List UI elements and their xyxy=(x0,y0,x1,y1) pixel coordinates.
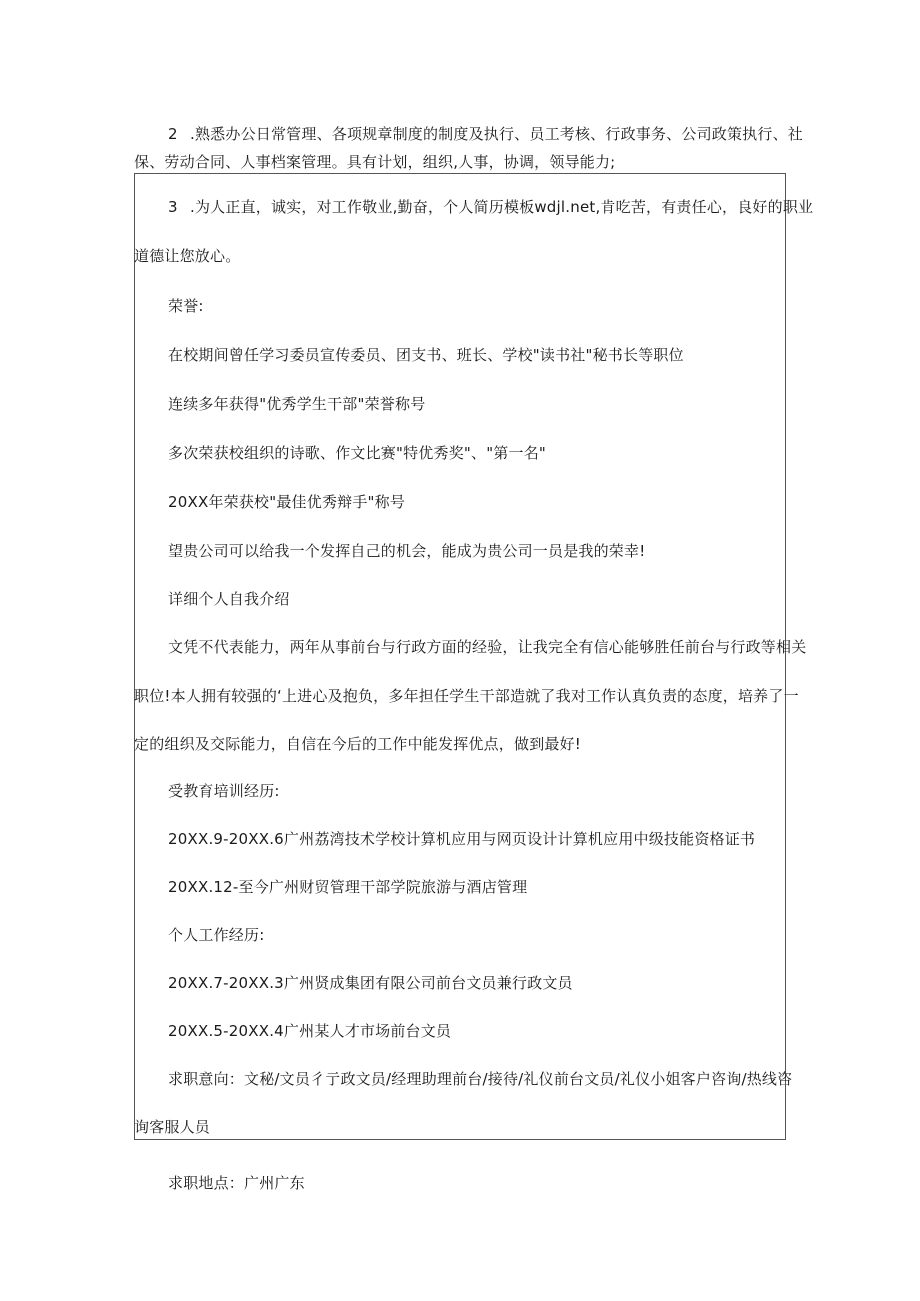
intro-line: 文凭不代表能力，两年从事前台与行政方面的经验，让我完全有信心能够胜任前台与行政等相关 xyxy=(168,638,807,656)
item-3-number: 3 xyxy=(168,198,178,216)
item-3-text-1: .为人正直，诚实，对工作敬业,勤奋，个人简历模板wdjl.net,肯吃苦，有责任心，良好的职业 xyxy=(190,198,814,216)
job-intent-line-2: 询客服人员 xyxy=(134,1118,211,1136)
education-item: 20XX.9-20XX.6广州荔湾技术学校计算机应用与网页设计计算机应用中级技能资格证书 xyxy=(168,830,756,848)
work-item: 20XX.7-20XX.3广州贤成集团有限公司前台文员兼行政文员 xyxy=(168,974,573,992)
intro-line: 定的组织及交际能力，自信在今后的工作中能发挥优点，做到最好! xyxy=(134,735,582,753)
item-2-number: 2 xyxy=(168,125,178,143)
honor-item: 20XX年荣获校"最佳优秀辩手"称号 xyxy=(168,493,406,511)
item-2-line-1 xyxy=(168,124,803,144)
honor-item: 多次荣获校组织的诗歌、作文比赛"特优秀奖"、"第一名" xyxy=(168,444,546,462)
work-item: 20XX.5-20XX.4广州某人才市场前台文员 xyxy=(168,1022,452,1040)
job-location: 求职地点：广州广东 xyxy=(168,1174,305,1192)
intro-line: 职位!本人拥有较强的‘上进心及抱负，多年担任学生干部造就了我对工作认真负责的态度，培养了一 xyxy=(134,687,799,705)
education-item: 20XX.12-至今广州财贸管理干部学院旅游与酒店管理 xyxy=(168,878,528,896)
work-heading: 个人工作经历: xyxy=(168,926,265,944)
honor-item: 连续多年获得"优秀学生干部"荣誉称号 xyxy=(168,395,426,413)
honor-item: 在校期间曾任学习委员宣传委员、团支书、班长、学校"读书社"秘书长等职位 xyxy=(168,346,684,364)
hope-text: 望贵公司可以给我一个发挥自己的机会，能成为贵公司一员是我的荣幸! xyxy=(168,542,646,560)
education-heading: 受教育培训经历: xyxy=(168,782,280,800)
intro-heading: 详细个人自我介绍 xyxy=(168,590,290,608)
item-3-line-1 xyxy=(168,197,813,217)
item-2-text-1: .熟悉办公日常管理、各项规章制度的制度及执行、员工考核、行政事务、公司政策执行、社 xyxy=(190,125,803,143)
item-3-line-2: 道德让您放心。 xyxy=(134,247,241,265)
item-2-line-2: 保、劳动合同、人事档案管理。具有计划，组织,人事，协调，领导能力; xyxy=(134,153,616,171)
honors-heading: 荣誉: xyxy=(168,297,204,315)
job-intent-line-1: 求职意向：文秘/文员彳亍政文员/经理助理前台/接待/礼仪前台文员/礼仪小姐客户咨询/热线咨 xyxy=(168,1070,793,1088)
